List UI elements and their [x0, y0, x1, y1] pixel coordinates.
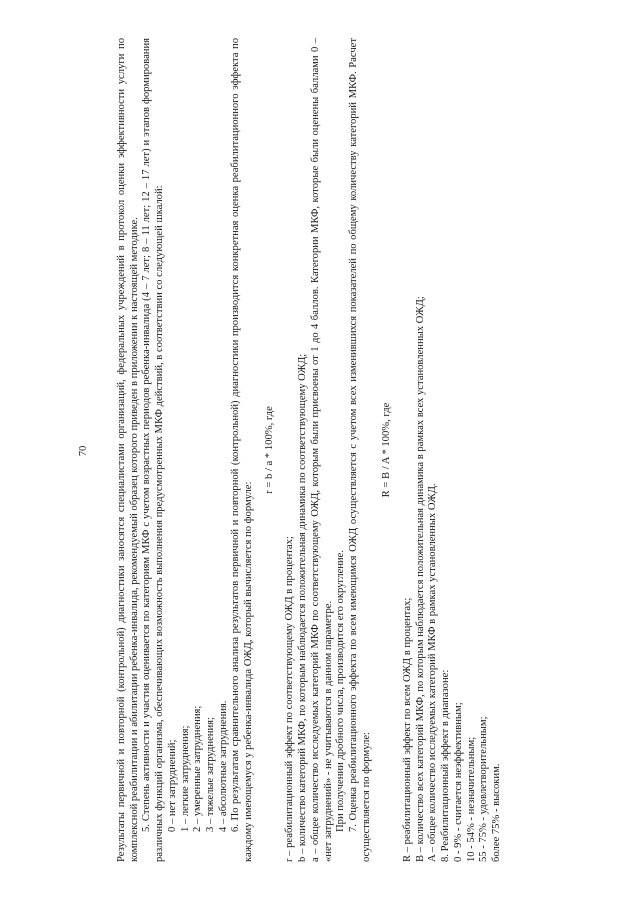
range-item: 55 - 75% - удовлетворительным;	[478, 716, 490, 862]
definition-B: B – количество всех категорий МКФ, по которым наблюдается положительная динамика в рамках всех установленных ОЖД;	[414, 296, 426, 862]
paragraph-effect-range: 8. Реабилитационный эффект в диапазоне:	[440, 669, 452, 862]
scale-item: 2 – умеренные затруднения;	[192, 705, 204, 832]
paragraph-rounding: При получении дробного числа, производится его округление.	[335, 550, 347, 832]
definition-b: b – количество категорий МКФ, по которым наблюдается положительная динамика по соответствующему ОЖД;	[297, 353, 309, 862]
paragraph-activity-scale: 5. Степень активности и участия оценивается по категориям МКФ с учетом возрастных периодов ребенка-инвалида (4 – 7 лет; 8 – 11 лет; 12 – 17 лет) и этапов формирования различных функций организма, обеспечивающих возможность выполнения предусмотренных МКФ действий, в соответствии со следующей шкалой:	[141, 38, 166, 862]
range-item: 0 - 9% - считается неэффективным;	[452, 702, 464, 862]
document-body	[116, 38, 504, 862]
paragraph-comparative-analysis: 6. По результатам сравнительного анализа результатов первичной и повторной (контрольной) диагностики производится конкретная оценка реабилитационного эффекта по каждому имеющемуся у ребенка-инвалида ОЖД, который вычисляется по формуле:	[230, 38, 255, 862]
scale-item: 0 – нет затруднений;	[166, 739, 178, 832]
range-item: более 75% - высоким.	[490, 763, 502, 862]
formula-r: r = b / a * 100%, где	[263, 406, 275, 494]
scale-item: 4 – абсолютные затруднения.	[217, 700, 229, 832]
scale-item: 1 – легкие затруднения;	[179, 725, 191, 832]
paragraph-total-effect: 7. Оценка реабилитационного эффекта по всем имеющимся ОЖД осуществляется с учетом всех изменившихся показателей по общему количеству категорий МКФ. Расчет осуществляется по формуле:	[347, 38, 372, 862]
scale-item: 3 – тяжелые затруднения;	[204, 717, 216, 832]
range-item: 10 - 54% - незначительным;	[465, 736, 477, 862]
formula-R: R = B / A * 100%, где	[381, 402, 393, 498]
paragraph-results: Результаты первичной и повторной (контрольной) диагностики заносятся специалистами организаций, федеральных учреждений в протокол оценки эффективности услуги по комплексной реабилитации и абилитации ребенка-инвалида, рекомендуемый образец которого приведен в приложении к настоящей методике.	[116, 38, 140, 862]
page-number: 70	[78, 445, 89, 457]
definition-a: a – общее количество исследуемых категорий МКФ по соответствующему ОЖД, которым были присвоены от 1 до 4 баллов. Категории МКФ, которые были оценены баллами 0 – «нет затруднений» - не учитываются в данном параметре.	[309, 38, 334, 862]
rotated-page-content	[20, 20, 620, 882]
definition-r: r – реабилитационный эффект по соответствующему ОЖД в процентах;	[284, 536, 296, 862]
definition-R: R – реабилитационный эффект по всем ОЖД в процентах;	[402, 597, 414, 862]
definition-A: A – общее количество исследуемых категорий МКФ в рамках установленных ОЖД.	[427, 483, 439, 862]
scale-list	[167, 38, 231, 862]
